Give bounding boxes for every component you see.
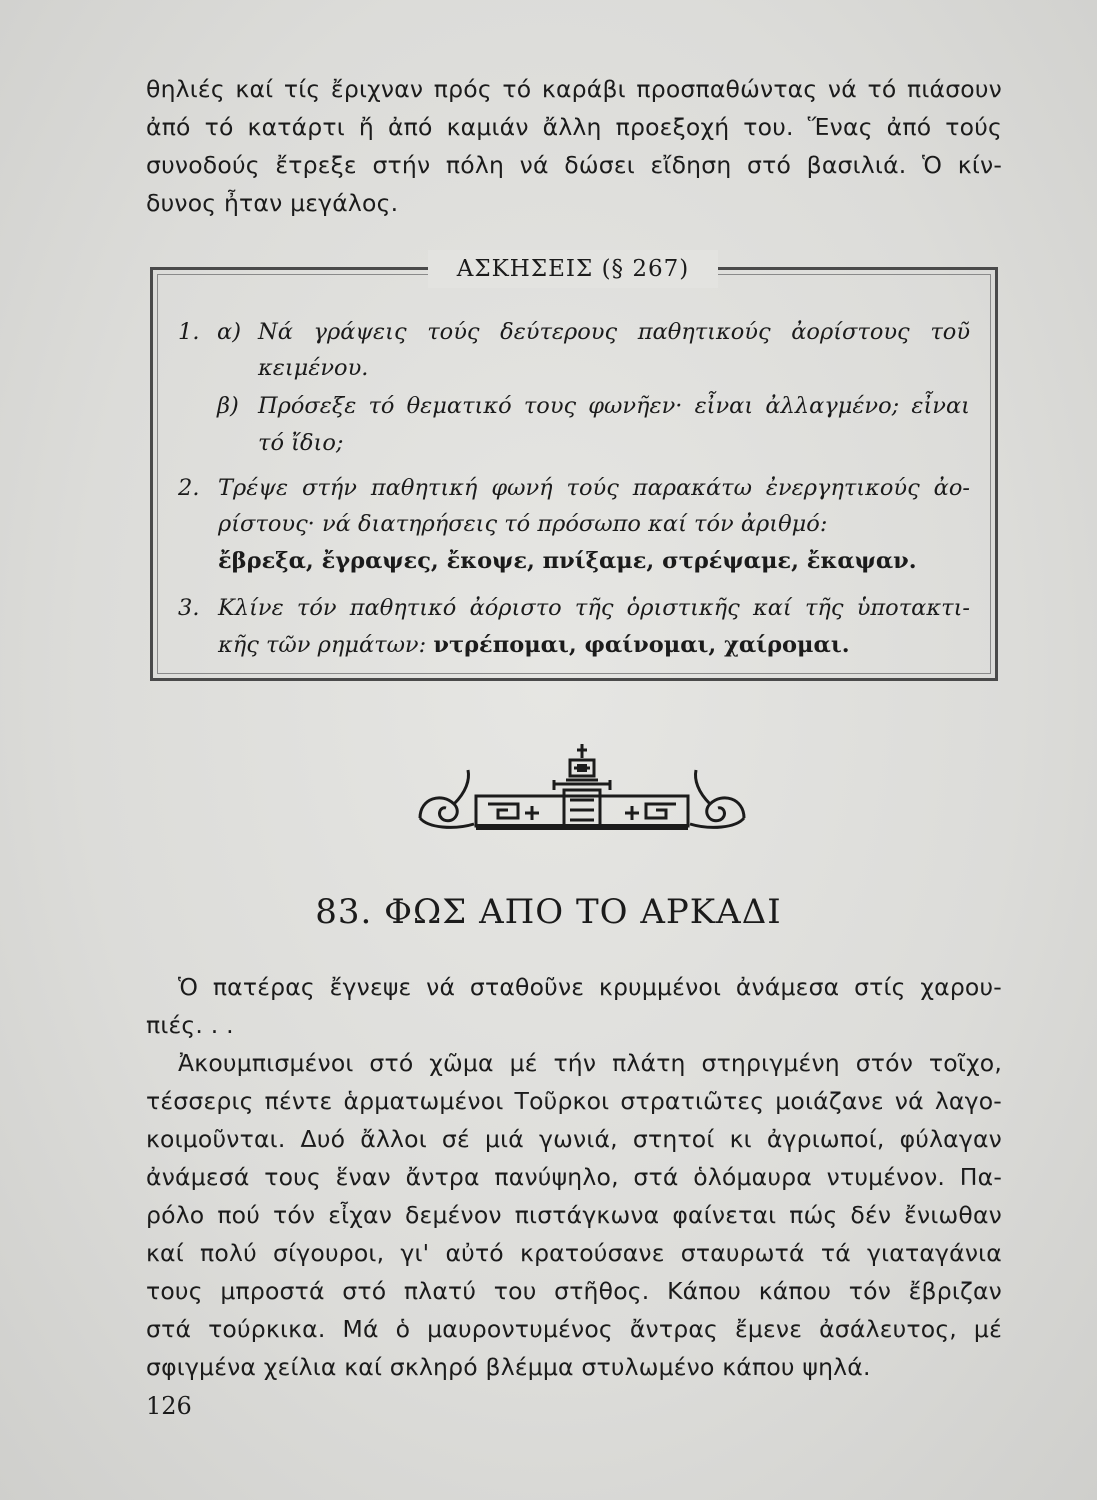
text-line: σφιγμένα χείλια καί σκληρό βλέμμα στυλωμένο κάπου ψηλά. bbox=[146, 1353, 871, 1381]
exercise-text: Κλίνε τόν παθητικό ἀόριστο τῆς ὁριστικῆς καί τῆς ὑποτακτι- bbox=[218, 595, 970, 621]
intro-paragraph bbox=[146, 70, 1002, 222]
text-line: θηλιές καί τίς ἔριχναν πρός τό καράβι προσπαθώντας νά τό πιάσουν bbox=[146, 75, 1002, 103]
text-line: πιές. . . bbox=[146, 1011, 234, 1039]
exercise-text-prefix: κῆς τῶν ρημάτων: bbox=[218, 632, 434, 658]
exercise-text: Πρόσεξε τό θεματικό τους φωνῆεν· εἶναι ἀλλαγμένο; εἶναι bbox=[258, 393, 970, 419]
exercise-number: 2. bbox=[178, 475, 200, 501]
exercise-words bbox=[218, 543, 917, 579]
exercise-number: 1. bbox=[178, 319, 200, 345]
text-line: ἀνάμεσά τους ἕναν ἄντρα πανύψηλο, στά ὁλόμαυρα ντυμένον. Πα- bbox=[146, 1163, 1002, 1191]
text-line: κοιμοῦνται. Δυό ἄλλοι σέ μιά γωνιά, στητοί κι ἀγριωποί, φύλαγαν bbox=[146, 1125, 1002, 1153]
text-line: δυνος ἦταν μεγάλος. bbox=[146, 189, 399, 217]
text-line: στά τούρκικα. Μά ὁ μαυροντυμένος ἄντρας ἔμενε ἀσάλευτος, μέ bbox=[146, 1315, 1002, 1343]
text-line: συνοδούς ἔτρεξε στήν πόλη νά δώσει εἴδηση στό βασιλιά. Ὁ κίν- bbox=[146, 151, 1002, 179]
text-line: Ἀκουμπισμένοι στό χῶμα μέ τήν πλάτη στηριγμένη στόν τοῖχο, bbox=[178, 1049, 1002, 1077]
exercise-text: ρίστους· νά διατηρήσεις τό πρόσωπο καί τόν ἀριθμό: bbox=[218, 511, 828, 537]
ornament-icon bbox=[414, 740, 750, 836]
exercise-text: Νά γράψεις τούς δεύτερους παθητικούς ἀορίστους τοῦ bbox=[258, 319, 970, 345]
exercise-bold-words: ἔβρεξα, ἔγραψες, ἔκοψε, πνίξαμε, στρέψαμε, ἔκαψαν. bbox=[218, 548, 917, 574]
exercise-text bbox=[218, 627, 850, 663]
text-line: ἀπό τό κατάρτι ἤ ἀπό καμιάν ἄλλη προεξοχή του. Ἕνας ἀπό τούς bbox=[146, 113, 1002, 141]
text-line: Ὁ πατέρας ἔγνεψε νά σταθοῦνε κρυμμένοι ἀνάμεσα στίς χαρου- bbox=[178, 973, 1002, 1001]
chapter-heading: 83. ΦΩΣ ΑΠΟ ΤΟ ΑΡΚΑΔΙ bbox=[315, 892, 782, 932]
story-paragraph bbox=[146, 968, 1002, 1044]
exercise-bold-words: ντρέπομαι, φαίνομαι, χαίρομαι. bbox=[433, 632, 850, 658]
exercise-text: Τρέψε στήν παθητική φωνή τούς παρακάτω ἐνεργητικούς ἀο- bbox=[218, 475, 970, 501]
text-line: τους μπροστά στό πλατύ του στῆθος. Κάπου κάπου τόν ἔβριζαν bbox=[146, 1277, 1002, 1305]
exercise-text: κειμένου. bbox=[258, 355, 369, 381]
exercise-title: ΑΣΚΗΣΕΙΣ (§ 267) bbox=[428, 250, 718, 288]
text-line: ρόλο πού τόν εἶχαν δεμένον πιστάγκωνα φαίνεται πώς δέν ἔνιωθαν bbox=[146, 1201, 1002, 1229]
page-number: 126 bbox=[146, 1392, 192, 1420]
story-paragraph bbox=[146, 1044, 1002, 1386]
text-line: τέσσερις πέντε ἁρματωμένοι Τοῦρκοι στρατιῶτες μοιάζανε νά λαγο- bbox=[146, 1087, 1002, 1115]
exercise-sub-label: α) bbox=[217, 319, 241, 345]
exercise-number: 3. bbox=[178, 595, 200, 621]
exercise-text: τό ἴδιο; bbox=[258, 430, 344, 456]
exercise-sub-label: β) bbox=[217, 393, 239, 419]
text-line: καί πολύ σίγουροι, γι' αὐτό κρατούσανε σταυρωτά τά γιαταγάνια bbox=[146, 1239, 1002, 1267]
